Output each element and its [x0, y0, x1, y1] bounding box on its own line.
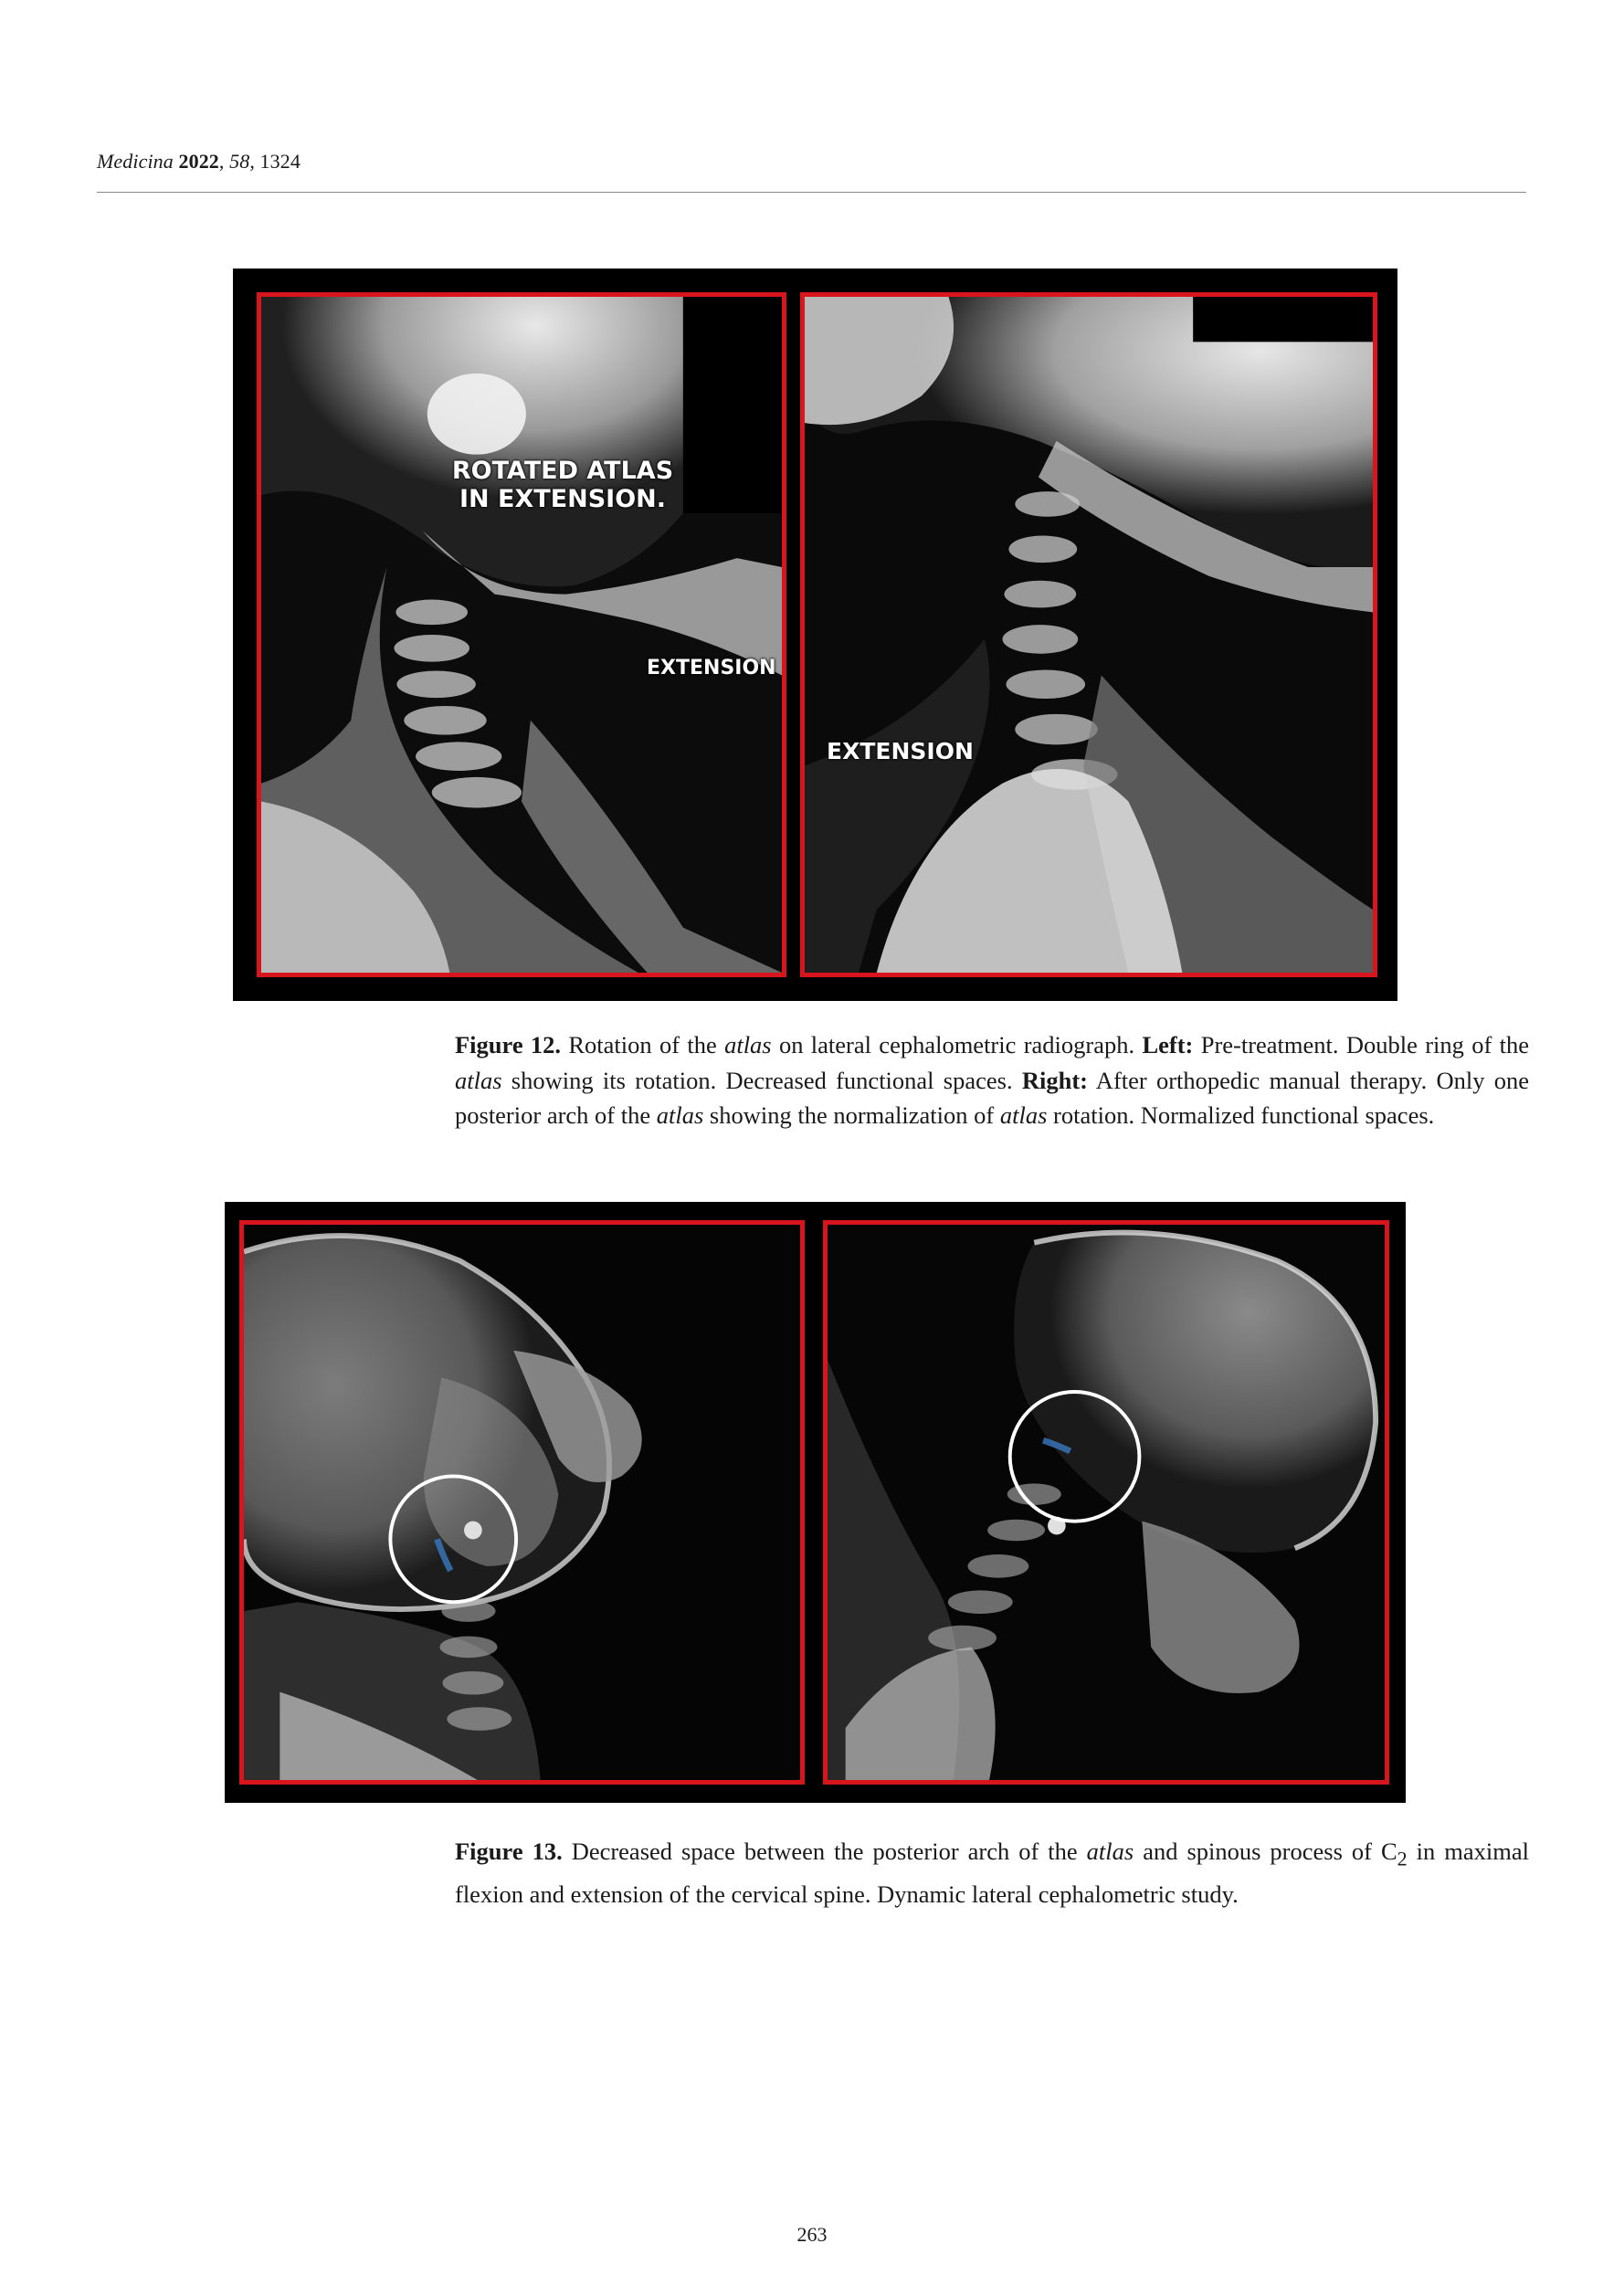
caption-text: on lateral cephalometric radiograph. [771, 1031, 1143, 1058]
running-header: Medicina 2022, 58, 1324 [97, 150, 301, 173]
figure-12 [233, 269, 1397, 1001]
caption-text: After orthopedic manual therapy. Only one posterior arch of the [455, 1066, 1529, 1129]
figure-12-left-panel [257, 292, 786, 977]
rotated-atlas-label-line1: ROTATED ATLAS [451, 457, 674, 485]
figure-12-caption [455, 1027, 1529, 1133]
caption-text: Pre-treatment. Double ring of the [1193, 1031, 1529, 1058]
caption-bold: Left: [1142, 1031, 1194, 1058]
figure-12-number: Figure 12. [455, 1031, 562, 1058]
xray-image-flexion [244, 1225, 800, 1780]
caption-subscript: 2 [1397, 1847, 1408, 1870]
caption-text: Rotation of the [561, 1031, 725, 1058]
header-divider [97, 192, 1526, 193]
caption-text: rotation. Normalized functional spaces. [1047, 1101, 1435, 1129]
figure-13-caption [455, 1834, 1529, 1912]
xray-image-left [261, 297, 782, 973]
right-extension-label: EXTENSION [827, 738, 974, 764]
caption-bold: Right: [1021, 1066, 1088, 1094]
journal-name: Medicina [97, 150, 174, 173]
caption-italic: atlas [455, 1066, 502, 1094]
caption-italic: atlas [656, 1101, 704, 1129]
rotated-atlas-label [444, 457, 681, 513]
figure-13-number: Figure 13. [455, 1838, 563, 1865]
caption-text: showing its rotation. Decreased functional spaces. [501, 1066, 1022, 1094]
figure-13-left-panel [239, 1220, 805, 1785]
journal-year: 2022 [178, 150, 219, 173]
figure-13 [225, 1202, 1406, 1803]
xray-image-right [805, 297, 1373, 973]
caption-italic: atlas [724, 1031, 772, 1058]
figure-12-right-panel [800, 292, 1377, 977]
caption-text: showing the normalization of [703, 1101, 1000, 1129]
caption-text: in maximal flexion and extension of the cervical spine. Dynamic lateral cephalometric study. [455, 1838, 1529, 1908]
article-number: 1324 [259, 150, 301, 173]
caption-italic: atlas [999, 1101, 1048, 1129]
caption-italic: atlas [1086, 1838, 1134, 1865]
rotated-atlas-label-line2: IN EXTENSION. [459, 485, 667, 514]
left-extension-label: EXTENSION [647, 657, 776, 679]
page-number: 263 [796, 2223, 828, 2246]
figure-13-right-panel [823, 1220, 1389, 1785]
journal-volume: 58 [229, 150, 250, 173]
caption-text: and spinous process of C [1134, 1838, 1397, 1865]
caption-text: Decreased space between the posterior arch of the [562, 1838, 1087, 1865]
xray-image-extension [828, 1225, 1385, 1780]
